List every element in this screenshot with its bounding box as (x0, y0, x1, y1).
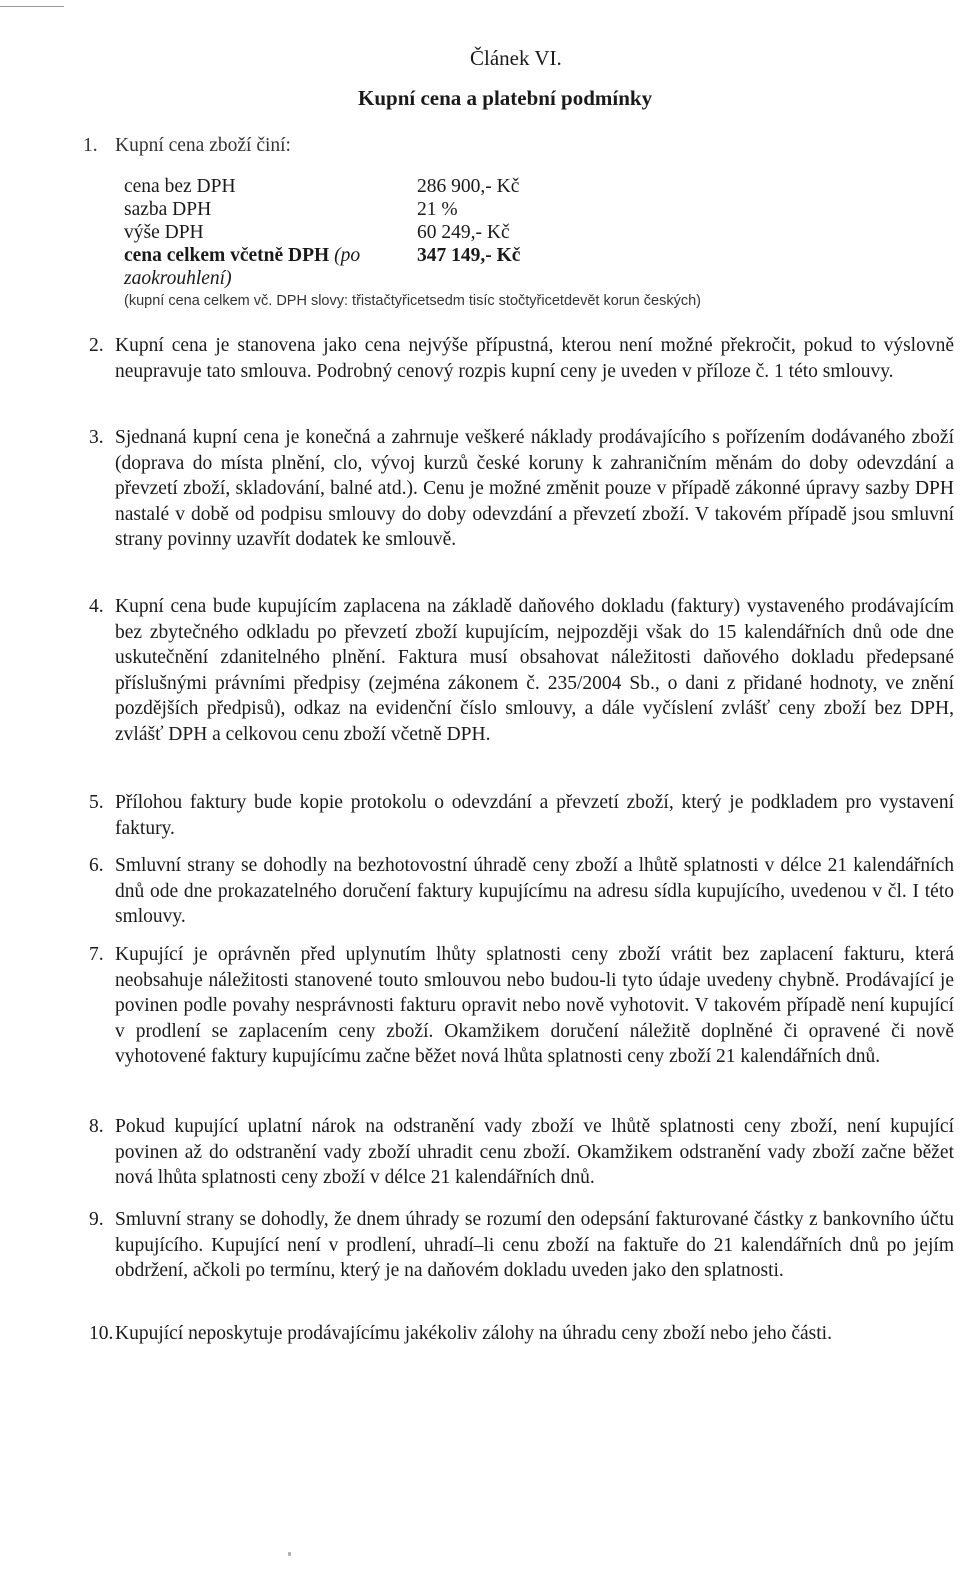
clause-number-text: 7. (89, 944, 104, 965)
price-row (124, 198, 617, 221)
clause (76, 1207, 954, 1284)
price-value: 286 900,- Kč (417, 176, 520, 197)
clause-number-text: 9. (89, 1209, 104, 1230)
clause-number (76, 333, 115, 384)
rounding-note: (po zaokrouhlení) (124, 245, 361, 289)
clause-number-text: 5. (89, 792, 104, 813)
clause (76, 1114, 954, 1191)
scan-edge-line (0, 6, 64, 7)
clause (76, 1321, 954, 1347)
clause-text: Kupní cena zboží činí: (115, 135, 291, 156)
price-row-total (124, 244, 617, 289)
total-label: cena celkem včetně DPH (124, 245, 330, 266)
clause-number (76, 1321, 115, 1347)
price-table (124, 175, 617, 289)
clause-text: Smluvní strany se dohodly na bezhotovostní úhradě ceny zboží a lhůtě splatnosti v délce 21 kalendářních dnů ode dne prokazatelného doručení faktury kupujícímu na adresu sídla kupujícího, uvedenou v čl. I této smlouvy. (115, 855, 954, 927)
clause-number (76, 594, 115, 747)
clause-number (76, 1207, 115, 1284)
clause-number-text: 2. (89, 335, 104, 356)
clause-number-text: 6. (89, 855, 104, 876)
price-label-total (124, 244, 417, 289)
article-number: Článek VI. (470, 46, 562, 70)
clause-text: Sjednaná kupní cena je konečná a zahrnuje veškeré náklady prodávajícího s pořízením dodávaného zboží (doprava do místa plnění, clo, vývoj kurzů české koruny k zahraničním měnám do doby odevzdání a převzetí zboží, skladování, balné atd.). Cenu je možné změnit pouze v případě zákonné úpravy sazby DPH nastalé v době od podpisu smlouvy do doby odevzdání a převzetí zboží. V takovém případě jsou smluvní strany povinny uzavřít dodatek ke smlouvě. (115, 427, 954, 550)
price-value: 60 249,- Kč (417, 222, 510, 243)
price-row (124, 175, 617, 198)
clause-1-intro (83, 135, 291, 157)
price-in-words: (kupní cena celkem vč. DPH slovy: třistačtyřicetsedm tisíc stočtyřicetdevět korun českých) (124, 293, 701, 309)
clause-text: Kupní cena bude kupujícím zaplacena na základě daňového dokladu (faktury) vystaveného prodávajícím bez zbytečného odkladu po převzetí zboží kupujícím, nejpozději však do 15 kalendářních dnů ode dne uskutečnění zdanitelného plnění. Faktura musí obsahovat náležitosti daňového dokladu předepsané příslušnými právními předpisy (zejména zákonem č. 235/2004 Sb., o dani z přidané hodnoty, ve znění pozdějších předpisů), odkaz na evidenční číslo smlouvy, a dále vyčíslení zvlášť ceny zboží bez DPH, zvlášť DPH a celkovou cenu zboží včetně DPH. (115, 596, 954, 745)
clause-number (76, 942, 115, 1070)
article-title: Kupní cena a platební podmínky (358, 86, 653, 110)
clause-number (76, 1114, 115, 1191)
clause-text: Kupní cena je stanovena jako cena nejvýše přípustná, kterou není možné překročit, pokud to výslovně neupravuje tato smlouva. Podrobný cenový rozpis kupní ceny je uveden v příloze č. 1 této smlouvy. (115, 335, 954, 382)
clause-text: Smluvní strany se dohodly, že dnem úhrady se rozumí den odepsání fakturované částky z bankovního účtu kupujícího. Kupující není v prodlení, uhradí–li cenu zboží na faktuře do 21 kalendářních dnů po jejím obdržení, ačkoli po termínu, který je na daňovém dokladu uveden jako den splatnosti. (115, 1209, 954, 1281)
price-value-total: 347 149,- Kč (417, 245, 521, 266)
clause-number (76, 790, 115, 841)
clause-text: Pokud kupující uplatní nárok na odstranění vady zboží ve lhůtě splatnosti ceny zboží, není kupující povinen až do odstranění vady zboží uhradit cenu zboží. Okamžikem odstranění vady zboží začne běžet nová lhůta splatnosti ceny zboží v délce 21 kalendářních dnů. (115, 1116, 954, 1188)
clause (76, 853, 954, 930)
clause (76, 594, 954, 747)
price-value: 21 % (417, 199, 458, 220)
price-label: cena bez DPH (124, 176, 236, 197)
clause-number (76, 853, 115, 930)
price-row (124, 221, 617, 244)
clause-number (76, 425, 115, 553)
clause-number-text: 8. (89, 1116, 104, 1137)
clause-text: Kupující je oprávněn před uplynutím lhůty splatnosti ceny zboží vrátit bez zaplacení fakturu, která neobsahuje náležitosti stanovené touto smlouvou nebo budou-li tyto údaje uvedeny chybně. Prodávající je povinen podle povahy nesprávnosti fakturu opravit nebo nově vyhotovit. V takovém případě není kupující v prodlení se zaplacením ceny zboží. Okamžikem doručení náležitě doplněné či opravené či nově vyhotovené faktury kupujícímu začne běžet nová lhůta splatnosti ceny zboží 21 kalendářních dnů. (115, 944, 954, 1067)
clause (76, 425, 954, 553)
clause-number-text: 3. (89, 427, 104, 448)
clause (76, 790, 954, 841)
clause-text: Přílohou faktury bude kopie protokolu o odevzdání a převzetí zboží, který je podkladem pro vystavení faktury. (115, 792, 954, 839)
clause (76, 942, 954, 1070)
clause-number-text: 4. (89, 596, 104, 617)
clause-number: 1. (83, 135, 98, 156)
clause (76, 333, 954, 384)
scan-speck (288, 1552, 291, 1556)
price-label: sazba DPH (124, 199, 212, 220)
price-label: výše DPH (124, 222, 204, 243)
clause-text: Kupující neposkytuje prodávajícímu jakékoliv zálohy na úhradu ceny zboží nebo jeho části. (115, 1323, 832, 1344)
clause-number-text: 10. (89, 1323, 114, 1344)
